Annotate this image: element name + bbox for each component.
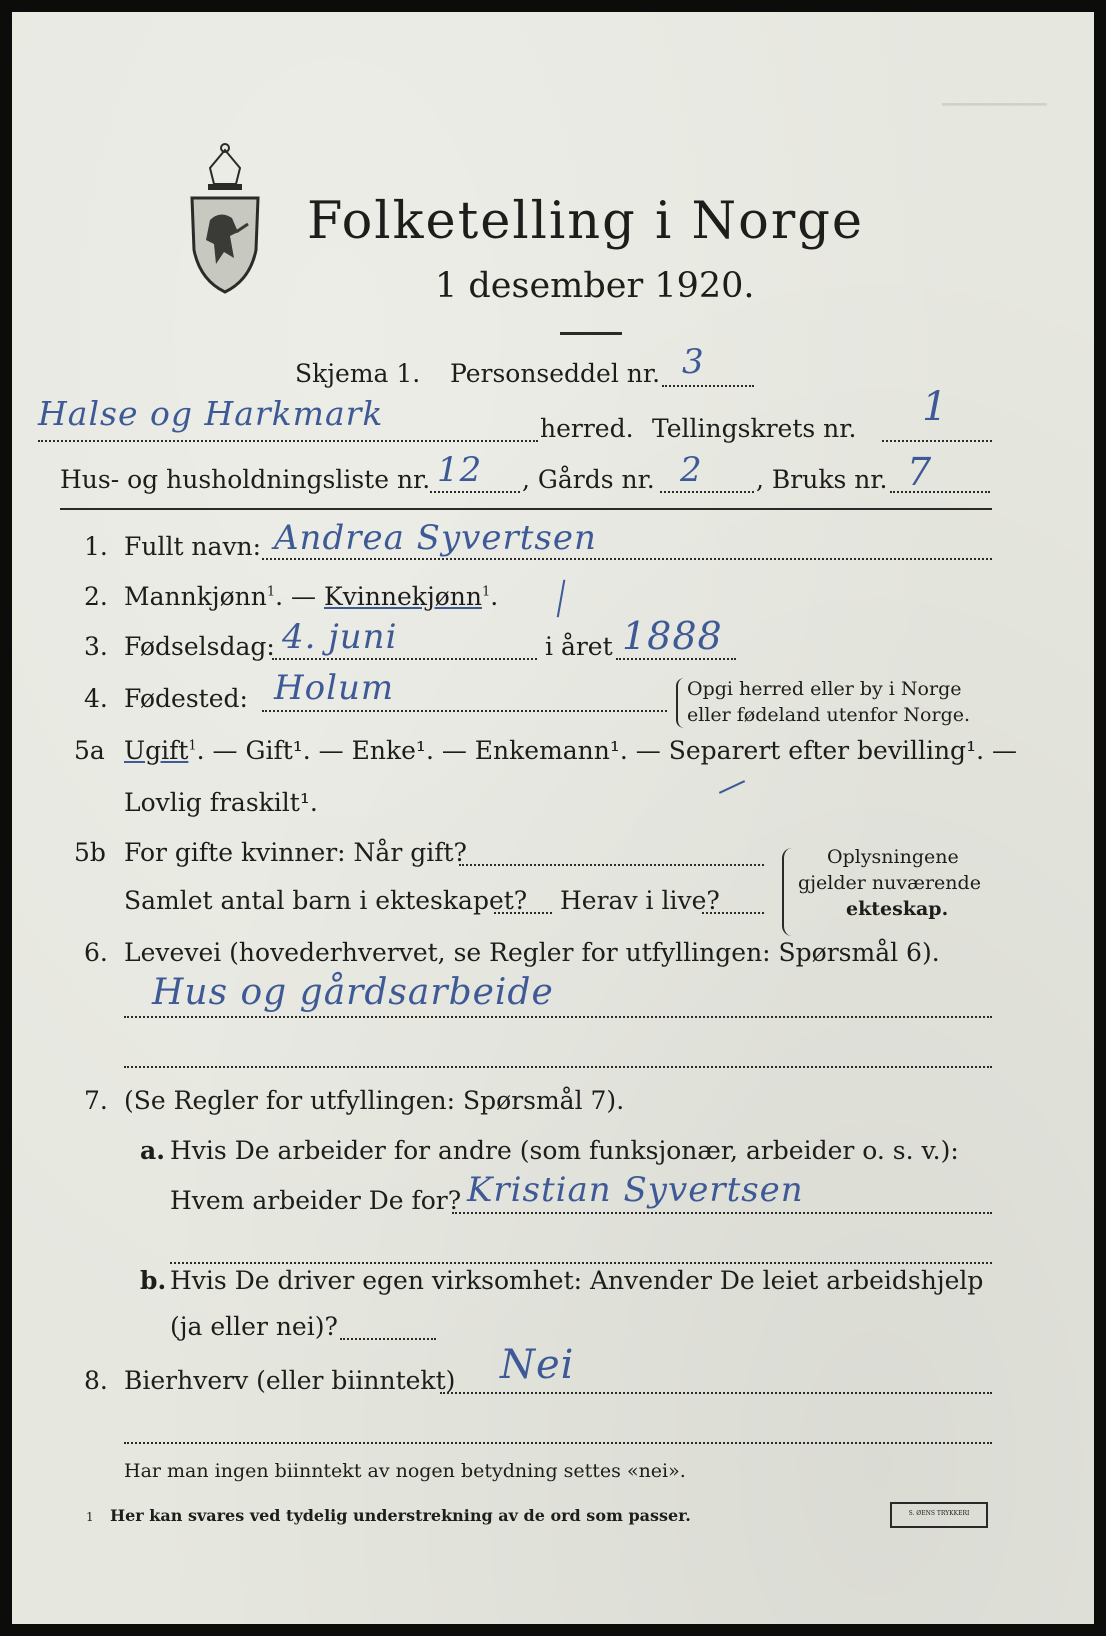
footnote-mark: 1 [86, 1510, 94, 1524]
employer-value[interactable]: Kristian Syvertsen [467, 1170, 804, 1210]
footnote-text: Her kan svares ved tydelig understrekning av de ord som passer. [110, 1506, 691, 1525]
bruks-value[interactable]: 7 [907, 450, 933, 494]
birthplace-value[interactable]: Holum [274, 668, 395, 708]
header-rule [60, 508, 992, 510]
q6-label: Levevei (hovederhvervet, se Regler for utfyllingen: Spørsmål 6). [124, 938, 940, 967]
coat-of-arms-icon [180, 140, 270, 300]
q5b-note-line-3: ekteskap. [846, 898, 949, 920]
q7a-text: Hvis De arbeider for andre (som funksjonær, arbeider o. s. v.): [170, 1136, 959, 1165]
herred-label: herred. [540, 414, 634, 443]
q4-note-line-2: eller fødeland utenfor Norge. [687, 704, 971, 726]
ink-stroke-mark [557, 580, 571, 619]
q8-number: 8. [84, 1366, 108, 1395]
census-date: 1 desember 1920. [435, 266, 755, 306]
q5b-note-line-1: Oplysningene [827, 846, 959, 868]
q5b-label: For gifte kvinner: Når gift? [124, 838, 467, 867]
skjema-label: Skjema 1. [295, 359, 421, 388]
q2-number: 2. [84, 582, 108, 611]
option-male[interactable]: Mannkjønn [124, 582, 267, 611]
form-title: Folketelling i Norge [307, 192, 865, 251]
printer-stamp: S. ØENS TRYKKERI [890, 1502, 988, 1528]
q3-year-label: i året [545, 632, 613, 661]
husliste-label: Hus- og husholdningsliste nr. [60, 465, 431, 494]
q3-number: 3. [84, 632, 108, 661]
q3-label: Fødselsdag: [124, 632, 275, 661]
q7-number: 7. [84, 1086, 108, 1115]
q5b-note-line-2: gjelder nuværende [798, 872, 981, 894]
title-divider [560, 332, 622, 335]
q4-label: Fødested: [124, 684, 248, 713]
herred-value[interactable]: Halse og Harkmark [38, 394, 384, 433]
q1-label: Fullt navn: [124, 532, 262, 561]
q7-label: (Se Regler for utfyllingen: Spørsmål 7). [124, 1086, 625, 1115]
q5b-number: 5b [74, 838, 106, 867]
gards-value[interactable]: 2 [680, 450, 703, 490]
gender-options: Mannkjønn$^1$. — Kvinnekjønn$^1$. [124, 582, 499, 611]
q5b-alive-label: Herav i live? [560, 886, 720, 915]
birthdate-value[interactable]: 4. juni [282, 617, 398, 657]
footer-note: Har man ingen biinntekt av nogen betydning settes «nei». [124, 1460, 686, 1482]
brace [782, 848, 796, 936]
census-form-page [12, 12, 1094, 1624]
q8-label: Bierhverv (eller biinntekt) [124, 1366, 456, 1395]
gards-label: , Gårds nr. [522, 465, 655, 494]
full-name-value[interactable]: Andrea Syvertsen [274, 518, 597, 558]
husliste-value[interactable]: 12 [437, 450, 483, 490]
option-fraskilt[interactable]: Lovlig fraskilt¹. [124, 788, 318, 817]
q5b-children-label: Samlet antal barn i ekteskapet? [124, 886, 528, 915]
q4-note-line-1: Opgi herred eller by i Norge [687, 678, 962, 700]
option-female[interactable]: Kvinnekjønn [324, 582, 482, 611]
occupation-value[interactable]: Hus og gårdsarbeide [152, 972, 554, 1013]
q1-number: 1. [84, 532, 108, 561]
q6-number: 6. [84, 938, 108, 967]
option-ugift[interactable]: Ugift [124, 736, 189, 765]
bruks-label: , Bruks nr. [756, 465, 888, 494]
tellingskrets-label: Tellingskrets nr. [652, 414, 857, 443]
side-income-value[interactable]: Nei [500, 1342, 575, 1388]
q7b-question: (ja eller nei)? [170, 1312, 338, 1341]
birthyear-value[interactable]: 1888 [622, 614, 723, 658]
q4-number: 4. [84, 684, 108, 713]
ink-dash-mark [719, 780, 745, 794]
tellingskrets-value[interactable]: 1 [922, 384, 949, 430]
q7a-question: Hvem arbeider De for? [170, 1186, 462, 1215]
q7b-text: Hvis De driver egen virksomhet: Anvender De leiet arbeidshjelp [170, 1266, 984, 1295]
q7b-letter: b. [140, 1266, 167, 1295]
marital-status-options: Ugift$^1$. — Gift¹. — Enke¹. — Enkemann¹. — Separert efter bevilling¹. — [124, 736, 1017, 765]
personseddel-value[interactable]: 3 [682, 342, 705, 382]
bleedthrough-text: ▔▔▔▔▔▔▔▔ [942, 104, 1047, 124]
personseddel-label: Personseddel nr. [450, 359, 661, 388]
q7a-letter: a. [140, 1136, 165, 1165]
q5a-number: 5a [74, 736, 105, 765]
